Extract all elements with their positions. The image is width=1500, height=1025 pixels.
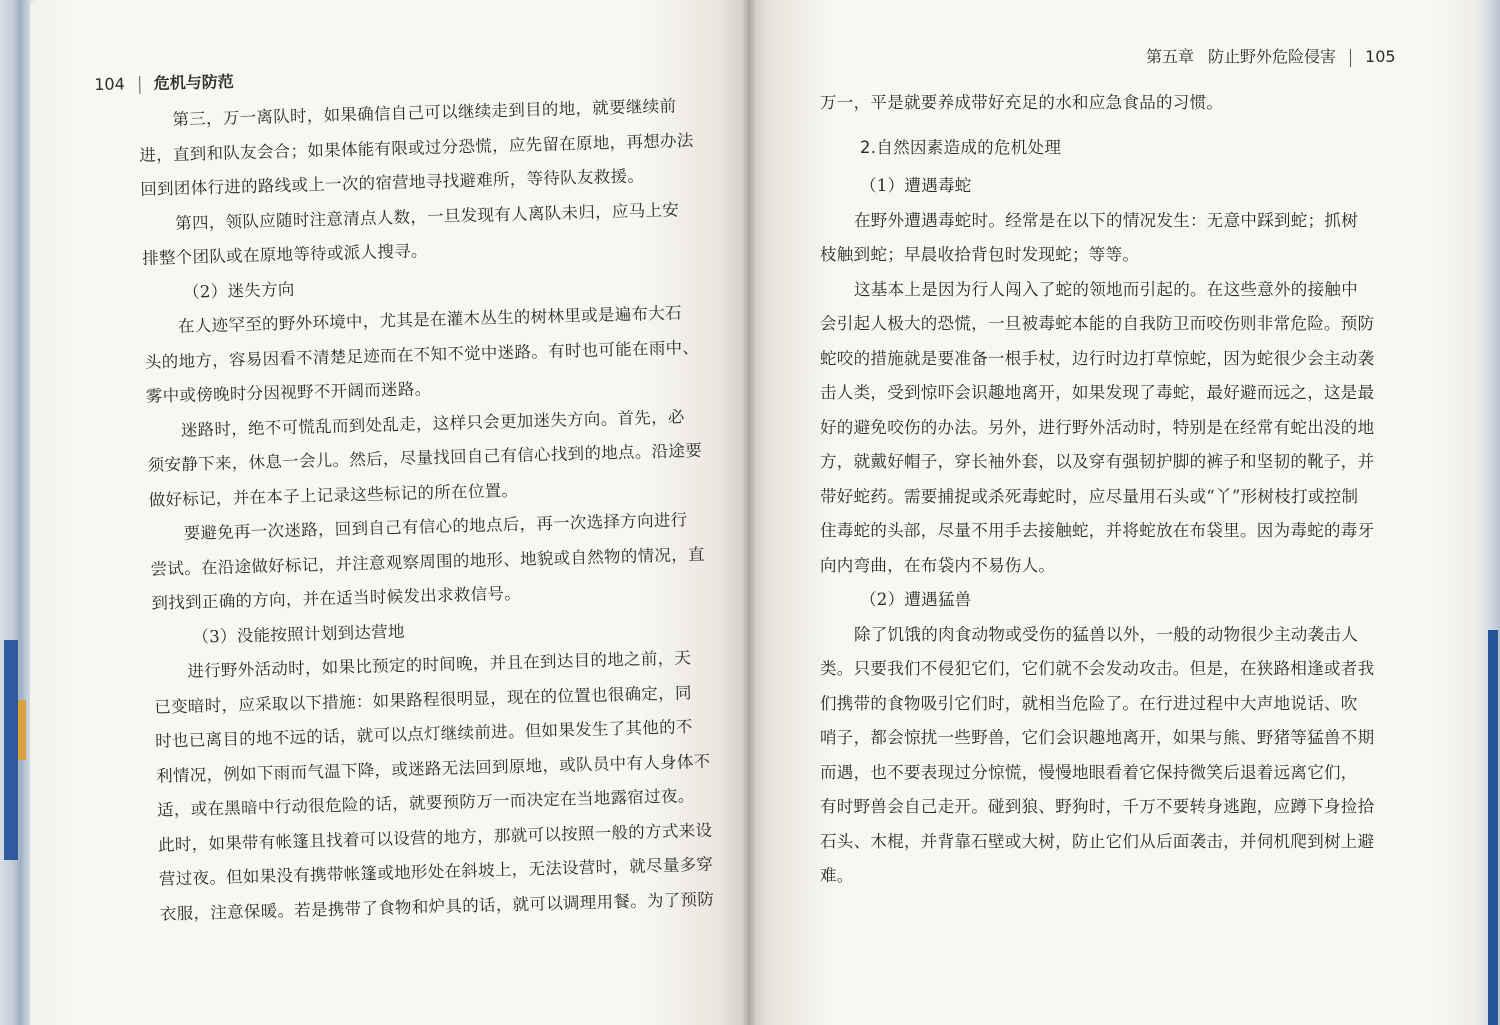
header-divider [139,76,140,94]
right-page-header [1146,44,1396,67]
right-running-title: 防止野外危险侵害 [1208,47,1337,66]
text-line: 时也已离目的地不远的话，就可以点灯继续前进。但如果发生了其他的不 [154,717,693,751]
book-cover-left-edge [0,0,34,1025]
cover-blue-stripe-right [1488,630,1498,1025]
book-cover-right-edge [1474,0,1500,1025]
text-line: 会引起人极大的恐慌，一旦被毒蛇本能的自我防卫而咬伤则非常危险。预防 [820,314,1375,333]
text-line: 要避免再一次迷路，回到自己有信心的地点后，再一次选择方向进行 [183,510,688,543]
section-heading: （2）迷失方向 [182,279,295,302]
text-line: 利情况，例如下雨而气温下降，或迷路无法回到原地，或队员中有人身体不 [155,751,711,786]
text-line: 而遇，也不要表现过分惊慌，慢慢地眼看着它保持微笑后退着远离它们， [820,762,1358,782]
text-line: 此时，如果带有帐篷且找着可以设营的地方，那就可以按照一般的方式来设 [157,820,713,855]
text-line: 到找到正确的方向，并在适当时候发出求救信号。 [151,583,522,613]
text-line: 们携带的食物吸引它们时，就相当危险了。在行进过程中大声地说话、吹 [820,693,1358,713]
text-line: 已变暗时，应采取以下措施：如果路程很明显，现在的位置也很确定，同 [154,682,692,717]
text-line: 万一，平是就要养成带好充足的水和应急食品的习惯。 [820,93,1224,112]
text-line: 在野外遭遇毒蛇时。经常是在以下的情况发生：无意中踩到蛇；抓树 [854,210,1358,230]
text-line: 蛇咬的措施就是要准备一根手杖，边行时边打草惊蛇，因为蛇很少会主动袭 [820,348,1375,368]
section-heading: （3）没能按照计划到达营地 [192,621,406,647]
text-line: 哨子，都会惊扰一些野兽，它们会识趣地离开，如果与熊、野猪等猛兽不期 [820,728,1375,747]
left-page-number: 104 [94,74,126,94]
text-line: 进行野外活动时，如果比预定的时间晚，并且在到达目的地之前，天 [187,648,692,681]
text-line: 须安静下来，休息一会儿。然后，尽量找回自己有信心找到的地点。沿途要 [147,440,703,475]
cover-blue-stripe [4,640,18,860]
text-line: 头的地方，容易因看不清楚足迹而在不知不觉中迷路。有时也可能在雨中、 [144,337,700,372]
text-line: 适，或在黑暗中行动很危险的话，就要预防万一而决定在当地露宿过夜。 [156,786,695,820]
section-heading: （1）遭遇毒蛇 [860,176,972,195]
book-gutter [742,0,756,1025]
text-line: 迷路时，绝不可慌乱而到处乱走，这样只会更加迷失方向。首先，必 [180,406,685,440]
text-line: 进，直到和队友会合；如果体能有限或过分恐慌，应先留在原地，再想办法 [139,130,694,165]
text-line: 回到团体行进的路线或上一次的宿营地寻找避难所，等待队友救援。 [140,166,645,199]
cover-yellow-stripe [18,700,26,760]
text-line: 方，就戴好帽子，穿长袖外套，以及穿有强韧护脚的裤子和坚韧的靴子，并 [820,452,1375,471]
text-line: 在人迹罕至的野外环境中，尤其是在灌木丛生的树林里或是遍布大石 [177,303,683,336]
left-page-body [138,89,715,932]
text-line: 带好蛇药。需要捕捉或杀死毒蛇时，应尽量用石头或“丫”形树枝打或控制 [820,486,1359,506]
left-running-title: 危机与防范 [153,72,234,93]
right-page [748,0,1476,1025]
header-divider [1350,49,1351,67]
right-page-body [820,86,1374,894]
text-line: 雾中或傍晚时分因视野不开阔而迷路。 [145,379,432,406]
text-line: 石头、木棍，并背靠石壁或大树，防止它们从后面袭击，并伺机爬到树上避 [820,831,1375,851]
text-line: 有时野兽会自己走开。碰到狼、野狗时，千万不要转身逃跑，应蹲下身捡拾 [820,797,1375,816]
text-line: 向内弯曲，在布袋内不易伤人。 [820,555,1056,575]
text-line: 营过夜。但如果没有携带帐篷或地形处在斜坡上，无法设营时，就尽量多穿 [158,854,714,889]
right-page-number: 105 [1365,47,1396,66]
text-line: 类。只要我们不侵犯它们，它们就不会发动攻击。但是，在狭路相逢或者我 [820,659,1375,678]
text-line: 好的避免咬伤的办法。另外，进行野外活动时，特别是在经常有蛇出没的地 [820,417,1375,437]
section-heading: 2.自然因素造成的危机处理 [860,137,1062,157]
text-line: 第四，领队应随时注意清点人数，一旦发现有人离队未归，应马上安 [174,199,680,233]
text-line: 尝试。在沿途做好标记，并注意观察周围的地形、地貌或自然物的情况，直 [150,544,706,579]
text-line: 住毒蛇的头部，尽量不用手去接触蛇，并将蛇放在布袋里。因为毒蛇的毒牙 [820,521,1375,540]
left-page-header [94,69,234,95]
text-line: 排整个团队或在原地等待或派人搜寻。 [141,241,428,268]
text-line: 做好标记，并在本子上记录这些标记的所在位置。 [148,480,519,510]
text-line: 枝触到蛇；早晨收拾背包时发现蛇；等等。 [820,245,1140,264]
text-line: 击人类，受到惊吓会识趣地离开，如果发现了毒蛇，最好避而远之，这是最 [820,383,1375,402]
text-line: 第三，万一离队时，如果确信自己可以继续走到目的地，就要继续前 [172,96,677,130]
section-heading: （2）遭遇猛兽 [860,590,972,609]
text-line: 难。 [820,866,854,885]
left-page [30,0,748,1025]
text-line: 除了饥饿的肉食动物或受伤的猛兽以外，一般的动物很少主动袭击人 [854,624,1358,644]
text-line: 这基本上是因为行人闯入了蛇的领地而引起的。在这些意外的接触中 [854,279,1358,299]
text-line: 衣服，注意保暖。若是携带了食物和炉具的话，就可以调理用餐。为了预防 [159,889,715,924]
chapter-label: 第五章 [1146,47,1195,66]
